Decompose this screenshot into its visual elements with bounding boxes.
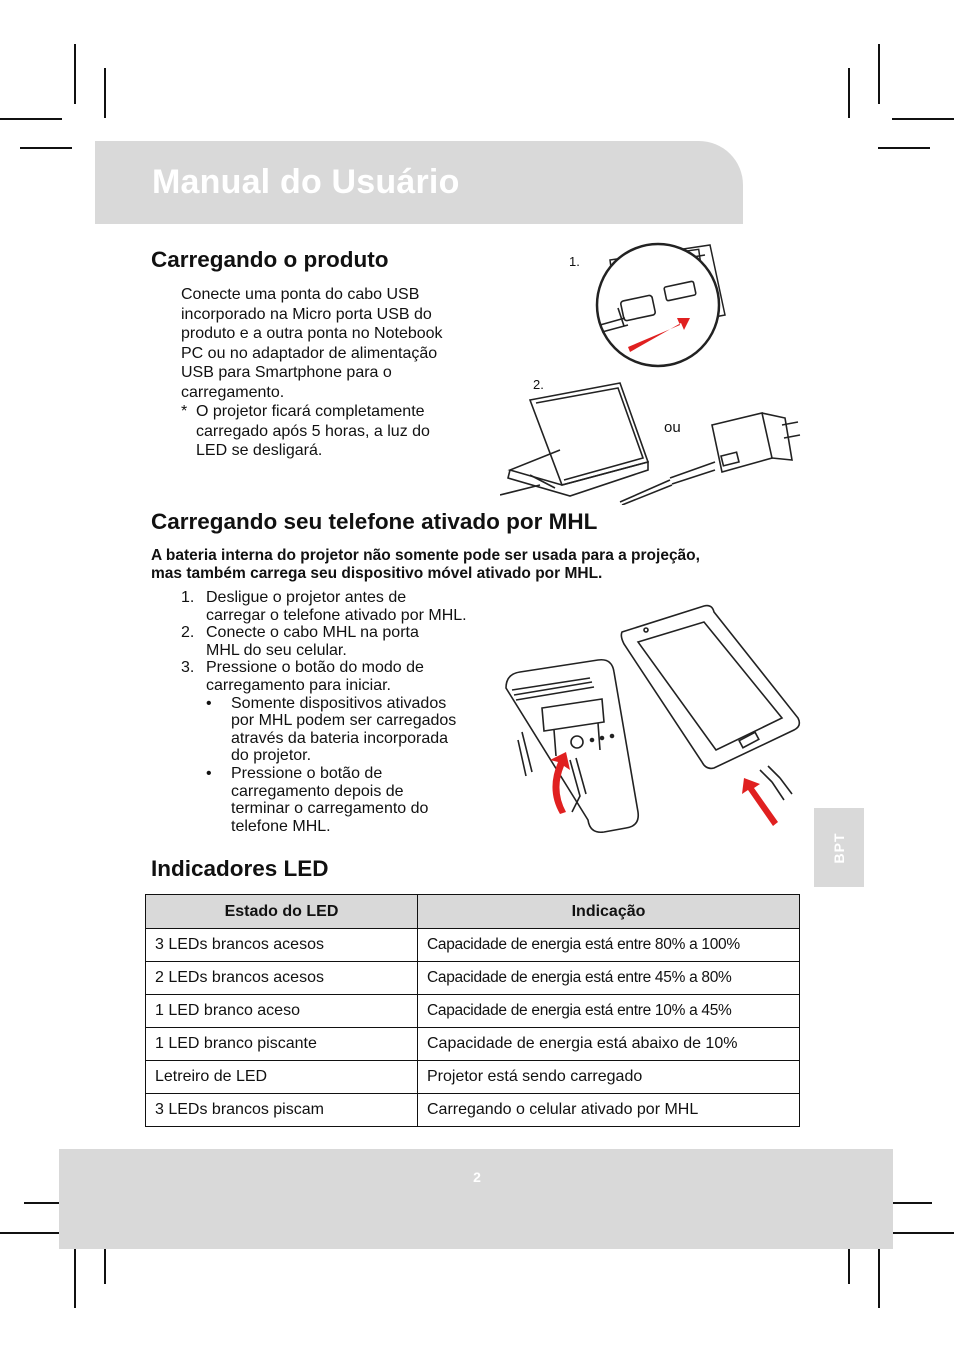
crop-mark [878, 44, 880, 104]
indication-cell: Carregando o celular ativado por MHL [418, 1094, 800, 1127]
crop-mark [20, 147, 72, 149]
text-line: PC ou no adaptador de alimentação [181, 344, 438, 362]
table-row [146, 962, 800, 995]
column-header: Indicação [418, 895, 800, 929]
note-line: O projetor ficará completamente [196, 403, 425, 420]
mhl-intro [151, 547, 811, 583]
crop-mark [848, 68, 850, 118]
crop-mark [104, 68, 106, 118]
crop-mark [878, 147, 930, 149]
text-line: USB para Smartphone para o [181, 364, 392, 381]
text-line: carregamento. [181, 383, 285, 401]
table-row [146, 929, 800, 962]
footer-band [59, 1149, 893, 1249]
bullet-marker: • [206, 694, 212, 712]
bullet-line: por MHL podem ser carregados [231, 712, 457, 730]
step-line: carregamento para iniciar. [206, 676, 391, 694]
language-tab-label: BPT [831, 832, 847, 863]
note-marker: * [181, 403, 188, 420]
table-header-row [146, 895, 800, 929]
notebook-drawing [500, 383, 648, 496]
step-line: Conecte o cabo MHL na porta [206, 624, 419, 642]
column-header: Estado do LED [146, 895, 418, 929]
indication-cell: Capacidade de energia está entre 10% a 45% [418, 995, 800, 1028]
bullet-line: carregamento depois de [231, 782, 404, 800]
insert-arrow-straight [742, 778, 778, 826]
note-line: LED se desligará. [196, 442, 323, 459]
magnifier-circle [597, 244, 719, 366]
section-heading-charging-product: Carregando o produto [151, 247, 389, 272]
step-item [181, 589, 511, 624]
step-item [181, 624, 511, 659]
crop-mark [878, 1248, 880, 1308]
table-row [146, 1028, 800, 1061]
step-line: Pressione o botão do modo de [206, 659, 424, 677]
crop-mark [0, 1232, 62, 1234]
bullet-item [206, 765, 456, 835]
step-line: Desligue o projetor antes de [206, 589, 407, 606]
indication-cell: Capacidade de energia está entre 45% a 80% [418, 962, 800, 995]
projector-drawing [506, 660, 638, 833]
section-heading-mhl-charging: Carregando seu telefone ativado por MHL [151, 509, 598, 534]
step-line: MHL do seu celular. [206, 641, 347, 659]
crop-mark [74, 1248, 76, 1308]
crop-mark [74, 44, 76, 104]
led-state-cell: 3 LEDs brancos piscam [146, 1094, 418, 1127]
step-number: 1. [181, 589, 195, 606]
bullet-line: do projetor. [231, 747, 312, 765]
text-line: incorporado na Micro porta USB do [181, 305, 432, 323]
table-row [146, 1061, 800, 1094]
bullet-line: terminar o carregamento do [231, 800, 429, 818]
page-title: Manual do Usuário [152, 163, 460, 201]
bullet-line: Somente dispositivos ativados [231, 694, 447, 712]
bullet-marker: • [206, 764, 212, 782]
step-number: 3. [181, 659, 195, 677]
step-line: carregar o telefone ativado por MHL. [206, 606, 467, 624]
text-line: produto e a outra ponta no Notebook [181, 325, 443, 342]
smartphone-drawing [621, 606, 799, 800]
crop-mark [892, 1232, 954, 1234]
table-row [146, 995, 800, 1028]
led-state-cell: 1 LED branco aceso [146, 995, 418, 1028]
text-line: Conecte uma ponta do cabo USB [181, 286, 420, 303]
mhl-steps [181, 589, 511, 835]
figure-step-1-label: 1. [569, 254, 580, 269]
page-number: 2 [473, 1169, 481, 1185]
indication-cell: Capacidade de energia está abaixo de 10% [418, 1028, 800, 1061]
step-item [181, 659, 511, 835]
led-state-cell: Letreiro de LED [146, 1061, 418, 1094]
crop-mark [0, 118, 62, 120]
figure-or-label: ou [664, 419, 681, 436]
led-state-cell: 1 LED branco piscante [146, 1028, 418, 1061]
indication-cell: Capacidade de energia está entre 80% a 100% [418, 929, 800, 962]
intro-line: mas também carrega seu dispositivo móvel ativado por MHL. [151, 565, 603, 582]
usb-charging-illustration [500, 240, 810, 505]
intro-line: A bateria interna do projetor não somente pode ser usada para a projeção, [151, 547, 700, 564]
section-heading-led-indicators: Indicadores LED [151, 856, 329, 881]
bullet-item [206, 695, 456, 765]
led-state-cell: 3 LEDs brancos acesos [146, 929, 418, 962]
led-state-cell: 2 LEDs brancos acesos [146, 962, 418, 995]
bullet-line: Pressione o botão de [231, 764, 383, 782]
note-line: carregado após 5 horas, a luz do [196, 422, 430, 440]
charging-note [181, 402, 501, 461]
indication-cell: Projetor está sendo carregado [418, 1061, 800, 1094]
led-indicator-table [145, 894, 800, 1127]
crop-mark [892, 118, 954, 120]
figure-step-2-label: 2. [533, 377, 544, 392]
step-number: 2. [181, 624, 195, 642]
step-bullets [206, 695, 456, 836]
language-side-tab [814, 808, 864, 887]
table-row [146, 1094, 800, 1127]
charging-product-text [181, 285, 501, 461]
mhl-charging-illustration [498, 600, 803, 840]
bullet-line: telefone MHL. [231, 817, 331, 835]
bullet-line: através da bateria incorporada [231, 729, 449, 747]
